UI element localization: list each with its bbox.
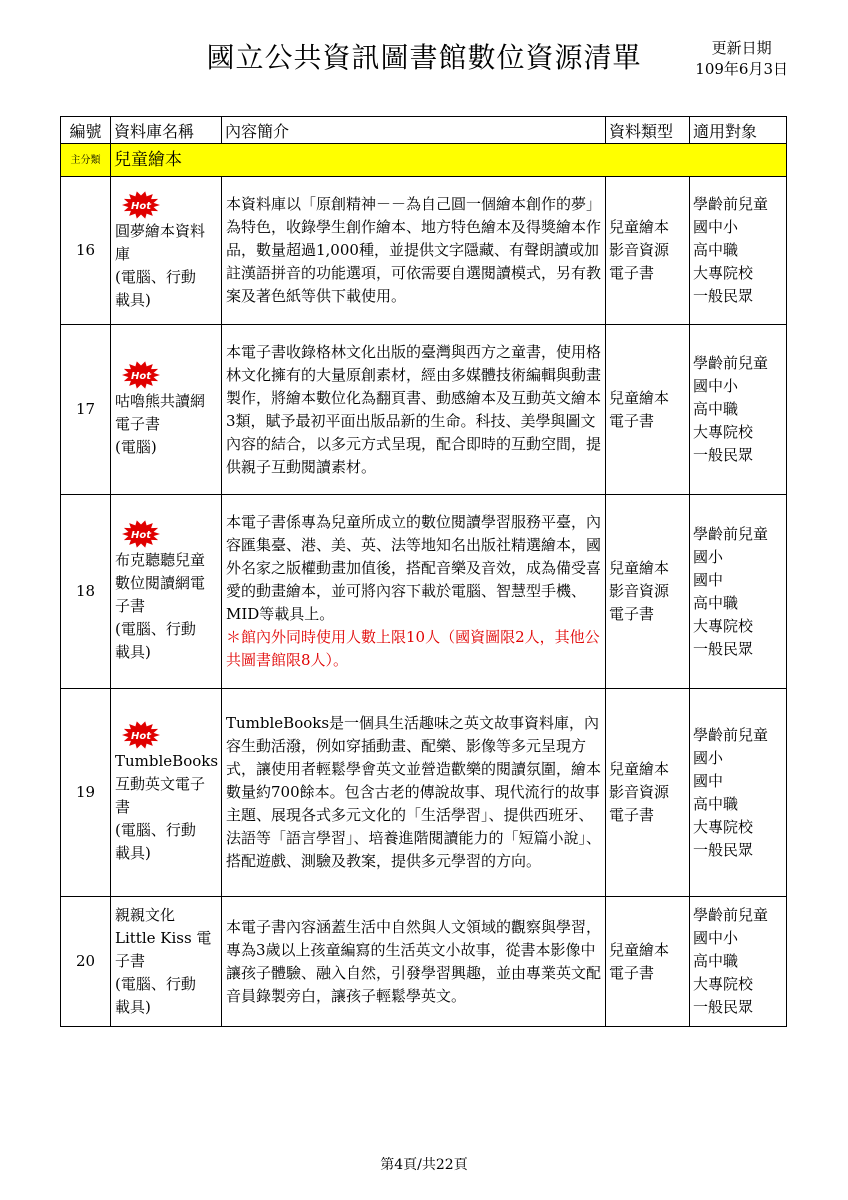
audience-cell [690, 689, 787, 897]
description-text: 本電子書收錄格林文化出版的臺灣與西方之童書，使用格林文化擁有的大量原創素材，經由多媒體技術編輯與動畫製作，將繪本數位化為翻頁書、動感繪本及互動英文繪本3類，賦予最初平面出版品新的生命。科技、美學與圖文內容的結合，以多元方式呈現，配合即時的互動空間，提供親子互動閱讀素材。 [226, 342, 602, 476]
audience-item: 國中小 [693, 929, 739, 947]
audience-item: 大專院校 [693, 264, 754, 282]
resource-type: 兒童繪本 [609, 388, 670, 407]
audience-item: 學齡前兒童 [693, 725, 769, 744]
resource-type-cell [606, 325, 690, 495]
hot-badge-icon [121, 360, 161, 390]
usage-limit-note: ＊館內外同時使用人數上限10人（國資圖限2人，其他公共圖書館限8人）。 [226, 628, 600, 669]
table-row [61, 177, 787, 325]
update-info [695, 38, 788, 80]
resource-type: 兒童繪本 [609, 760, 670, 778]
resource-type: 影音資源 [609, 783, 670, 801]
description-cell [222, 495, 606, 689]
database-name-line: 親親文化 [115, 906, 176, 924]
database-name-line: (電腦、行動 [115, 821, 196, 839]
update-date: 109年6月3日 [695, 60, 788, 78]
database-name-cell [111, 325, 222, 495]
resource-type: 電子書 [609, 963, 655, 982]
audience-cell [690, 495, 787, 689]
database-name-line: Little Kiss 電 [115, 929, 212, 947]
resource-type-cell [606, 177, 690, 325]
resource-type: 電子書 [609, 806, 655, 824]
resource-type-cell [606, 689, 690, 897]
header-type: 資料類型 [606, 117, 690, 144]
database-name-cell [111, 495, 222, 689]
audience-item: 國小 [693, 547, 724, 566]
database-name-line: 子書 [115, 952, 146, 970]
hot-badge-label: Hot [130, 731, 152, 742]
row-number: 19 [61, 689, 111, 897]
row-number: 17 [61, 325, 111, 495]
audience-item: 高中職 [693, 400, 739, 418]
audience-item: 一般民眾 [693, 287, 754, 305]
hot-badge-icon [121, 190, 161, 220]
page-footer: 第4頁/共22頁 [380, 1157, 468, 1173]
category-row [61, 144, 787, 177]
database-name-line: 載具) [115, 643, 151, 661]
description-text: 本電子書係專為兒童所成立的數位閱讀學習服務平臺，內容匯集臺、港、美、英、法等地知名出版社精選繪本，國外名家之版權動畫加值後，搭配音樂及音效，成為備受喜愛的動畫繪本，並可將內容下載於電腦、智慧型手機、MID等載具上。 [226, 513, 602, 623]
category-tag: 主分類 [61, 144, 111, 177]
audience-item: 大專院校 [693, 817, 754, 836]
database-name-line: 電子書 [115, 415, 161, 433]
audience-item: 高中職 [693, 593, 739, 612]
audience-item: 高中職 [693, 952, 739, 970]
hot-badge-icon [121, 519, 161, 549]
audience-item: 學齡前兒童 [693, 195, 769, 213]
database-name-line: 庫 [115, 244, 131, 263]
audience-item: 一般民眾 [693, 998, 754, 1016]
audience-cell [690, 325, 787, 495]
description-cell [222, 689, 606, 897]
resource-type: 電子書 [609, 605, 655, 623]
resource-type: 電子書 [609, 411, 655, 430]
audience-cell [690, 897, 787, 1027]
resource-type: 兒童繪本 [609, 940, 670, 959]
database-name-line: 數位閱讀網電 [115, 574, 206, 592]
header-desc: 內容簡介 [222, 117, 606, 144]
row-number: 18 [61, 495, 111, 689]
audience-item: 學齡前兒童 [693, 524, 769, 543]
header-audience: 適用對象 [690, 117, 787, 144]
audience-item: 大專院校 [693, 423, 754, 441]
database-name-line: 載具) [115, 998, 151, 1016]
audience-item: 國中小 [693, 218, 739, 236]
database-name-line: TumbleBooks [115, 752, 219, 770]
hot-badge-icon [121, 720, 161, 750]
database-name-line: 布克聽聽兒童 [115, 551, 206, 569]
audience-item: 一般民眾 [693, 639, 754, 658]
description-text: TumbleBooks是一個具生活趣味之英文故事資料庫，內容生動活潑，例如穿插動畫、配樂、影像等多元呈現方式，讓使用者輕鬆學會英文並營造歡樂的閱讀氛圍，繪本數量約700餘本。包含古老的傳說故事、現代流行的故事主題、展現各式多元文化的「生活學習」、提供西班牙、法語等「語言學習」、培養進階閱讀能力的「短篇小說」、搭配遊戲、測驗及教案，提供多元學習的方向。 [226, 714, 602, 870]
resource-type: 兒童繪本 [609, 559, 670, 577]
description-cell [222, 325, 606, 495]
resource-type: 影音資源 [609, 241, 670, 259]
audience-item: 國中小 [693, 377, 739, 395]
audience-item: 學齡前兒童 [693, 906, 769, 924]
description-text: 本資料庫以「原創精神－－為自己圓一個繪本創作的夢」為特色，收錄學生創作繪本、地方特色繪本及得獎繪本作品，數量超過1,000種，並提供文字隱藏、有聲朗讀或加註漢語拼音的功能選項，可依需要自選閱讀模式，另有教案及著色紙等供下載使用。 [226, 195, 602, 305]
database-name-line: 載具) [115, 290, 151, 309]
database-name-line: (電腦、行動 [115, 267, 196, 286]
audience-cell [690, 177, 787, 325]
row-number: 20 [61, 897, 111, 1027]
audience-item: 學齡前兒童 [693, 354, 769, 372]
database-name-line: 子書 [115, 597, 146, 615]
database-name-cell [111, 689, 222, 897]
table-row [61, 897, 787, 1027]
database-name-line: 載具) [115, 844, 151, 862]
hot-badge-label: Hot [130, 371, 152, 382]
audience-item: 國小 [693, 748, 724, 767]
hot-badge-label: Hot [130, 530, 152, 541]
header-no: 編號 [61, 117, 111, 144]
table-row [61, 495, 787, 689]
header-row [61, 117, 787, 144]
resource-type-cell [606, 897, 690, 1027]
table-row [61, 689, 787, 897]
resource-table [60, 116, 787, 1027]
description-text: 本電子書內容涵蓋生活中自然與人文領域的觀察與學習，專為3歲以上孩童編寫的生活英文小故事，從書本影像中讓孩子體驗、融入自然，引發學習興趣，並由專業英文配音員錄製旁白，讓孩子輕鬆學英文。 [226, 917, 602, 1005]
database-name-line: 圓夢繪本資料 [115, 221, 206, 240]
audience-item: 高中職 [693, 794, 739, 813]
database-name-line: (電腦、行動 [115, 975, 196, 993]
database-name-line: (電腦、行動 [115, 620, 196, 638]
database-name-line: 書 [115, 798, 131, 816]
database-name-line: (電腦) [115, 438, 157, 456]
database-name-line: 咕嚕熊共讀網 [115, 392, 206, 410]
description-cell [222, 177, 606, 325]
database-name-cell [111, 897, 222, 1027]
table-row [61, 325, 787, 495]
update-label: 更新日期 [711, 39, 772, 57]
resource-type: 影音資源 [609, 582, 670, 600]
audience-item: 大專院校 [693, 616, 754, 635]
audience-item: 一般民眾 [693, 446, 754, 464]
category-name: 兒童繪本 [111, 144, 787, 177]
database-name-cell [111, 177, 222, 325]
audience-item: 國中 [693, 771, 724, 790]
description-cell [222, 897, 606, 1027]
page-title: 國立公共資訊圖書館數位資源清單 [206, 41, 642, 74]
row-number: 16 [61, 177, 111, 325]
resource-type: 電子書 [609, 264, 655, 282]
audience-item: 大專院校 [693, 975, 754, 993]
audience-item: 高中職 [693, 241, 739, 259]
database-name-line: 互動英文電子 [115, 775, 206, 793]
audience-item: 國中 [693, 570, 724, 589]
audience-item: 一般民眾 [693, 840, 754, 859]
resource-type-cell [606, 495, 690, 689]
header-name: 資料庫名稱 [111, 117, 222, 144]
hot-badge-label: Hot [130, 200, 152, 212]
resource-type: 兒童繪本 [609, 218, 670, 236]
